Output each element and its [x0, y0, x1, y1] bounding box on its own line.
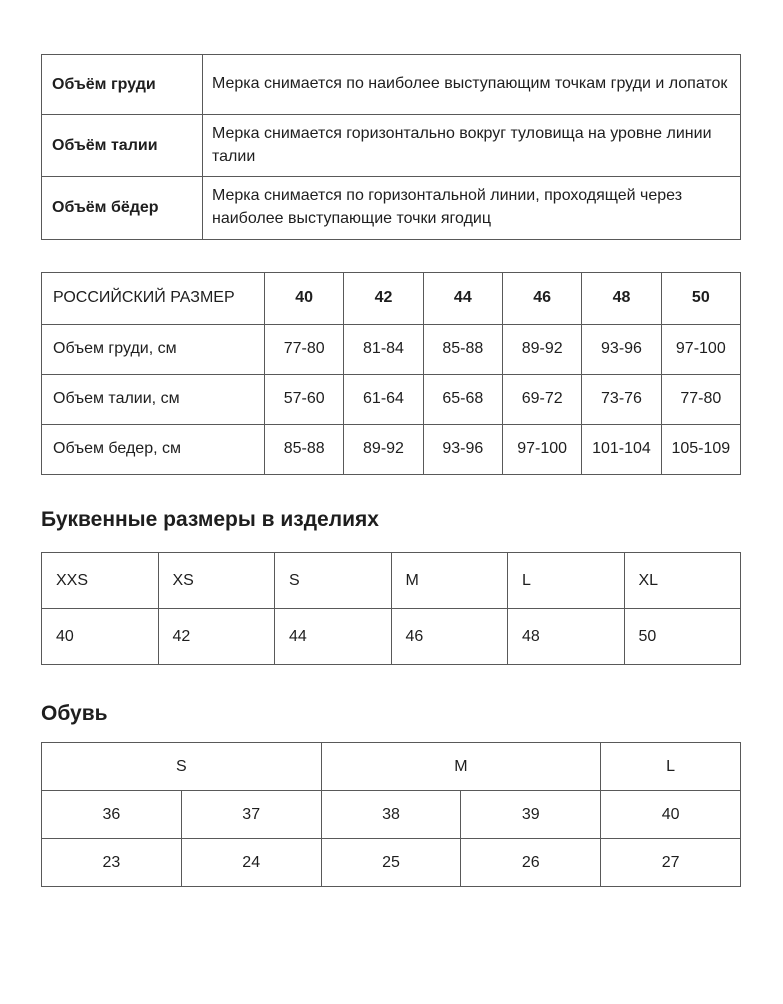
shoe-eu-size-cell: 40: [601, 791, 741, 839]
numeric-size-cell: 40: [42, 609, 159, 665]
shoes-heading: Обувь: [41, 702, 108, 726]
shoe-eu-size-cell: 39: [461, 791, 601, 839]
table-row: [42, 177, 741, 239]
shoe-cm-size-cell: 23: [42, 839, 182, 887]
numeric-size-cell: 48: [508, 609, 625, 665]
table-row: [42, 839, 741, 887]
letter-size-cell: XXS: [42, 553, 159, 609]
range-cell: 89-92: [344, 424, 423, 474]
range-cell: 77-80: [661, 374, 740, 424]
range-cell: 57-60: [265, 374, 344, 424]
measurement-description: Мерка снимается горизонтально вокруг туловища на уровне линии талии: [203, 115, 741, 177]
table-row: [42, 424, 741, 474]
row-label: Объем груди, см: [42, 324, 265, 374]
range-cell: 89-92: [502, 324, 581, 374]
shoe-cm-size-cell: 26: [461, 839, 601, 887]
measurement-term: Объём бёдер: [42, 177, 203, 239]
row-label: Объем талии, см: [42, 374, 265, 424]
range-cell: 93-96: [423, 424, 502, 474]
letter-size-cell: L: [508, 553, 625, 609]
russian-size-header-label: РОССИЙСКИЙ РАЗМЕР: [42, 272, 265, 324]
range-cell: 105-109: [661, 424, 740, 474]
size-value-header: 48: [582, 272, 661, 324]
range-cell: 97-100: [502, 424, 581, 474]
table-header-row: [42, 272, 741, 324]
table-row: [42, 374, 741, 424]
table-row: [42, 324, 741, 374]
letter-size-cell: XS: [158, 553, 275, 609]
size-value-header: 50: [661, 272, 740, 324]
letter-size-cell: XL: [624, 553, 741, 609]
letter-sizes-heading: Буквенные размеры в изделиях: [41, 507, 379, 531]
shoe-cm-size-cell: 25: [321, 839, 461, 887]
shoe-eu-size-cell: 36: [42, 791, 182, 839]
measurement-description: Мерка снимается по наиболее выступающим точкам груди и лопаток: [203, 55, 741, 115]
shoe-group-label: S: [42, 743, 322, 791]
numeric-size-cell: 46: [391, 609, 508, 665]
table-header-row: [42, 553, 741, 609]
shoe-group-label: L: [601, 743, 741, 791]
range-cell: 97-100: [661, 324, 740, 374]
numeric-size-cell: 42: [158, 609, 275, 665]
letter-sizes-table: [41, 552, 741, 665]
size-value-header: 44: [423, 272, 502, 324]
table-row: [42, 791, 741, 839]
measurement-description: Мерка снимается по горизонтальной линии, проходящей через наиболее выступающие точки ягодиц: [203, 177, 741, 239]
shoe-group-label: M: [321, 743, 601, 791]
range-cell: 101-104: [582, 424, 661, 474]
size-value-header: 46: [502, 272, 581, 324]
range-cell: 69-72: [502, 374, 581, 424]
table-header-row: [42, 743, 741, 791]
letter-size-cell: S: [275, 553, 392, 609]
numeric-size-cell: 44: [275, 609, 392, 665]
table-row: [42, 115, 741, 177]
range-cell: 61-64: [344, 374, 423, 424]
range-cell: 81-84: [344, 324, 423, 374]
russian-size-table: [41, 272, 741, 475]
range-cell: 73-76: [582, 374, 661, 424]
numeric-size-cell: 50: [624, 609, 741, 665]
shoe-eu-size-cell: 38: [321, 791, 461, 839]
range-cell: 93-96: [582, 324, 661, 374]
measurement-term: Объём талии: [42, 115, 203, 177]
measurement-definitions-table: [41, 54, 741, 240]
table-row: [42, 55, 741, 115]
shoe-cm-size-cell: 24: [181, 839, 321, 887]
measurement-term: Объём груди: [42, 55, 203, 115]
size-chart-page: [41, 54, 741, 887]
size-value-header: 40: [265, 272, 344, 324]
table-row: [42, 609, 741, 665]
range-cell: 85-88: [265, 424, 344, 474]
size-value-header: 42: [344, 272, 423, 324]
letter-size-cell: M: [391, 553, 508, 609]
shoe-size-table: [41, 742, 741, 887]
range-cell: 85-88: [423, 324, 502, 374]
range-cell: 77-80: [265, 324, 344, 374]
range-cell: 65-68: [423, 374, 502, 424]
shoe-eu-size-cell: 37: [181, 791, 321, 839]
shoe-cm-size-cell: 27: [601, 839, 741, 887]
row-label: Объем бедер, см: [42, 424, 265, 474]
